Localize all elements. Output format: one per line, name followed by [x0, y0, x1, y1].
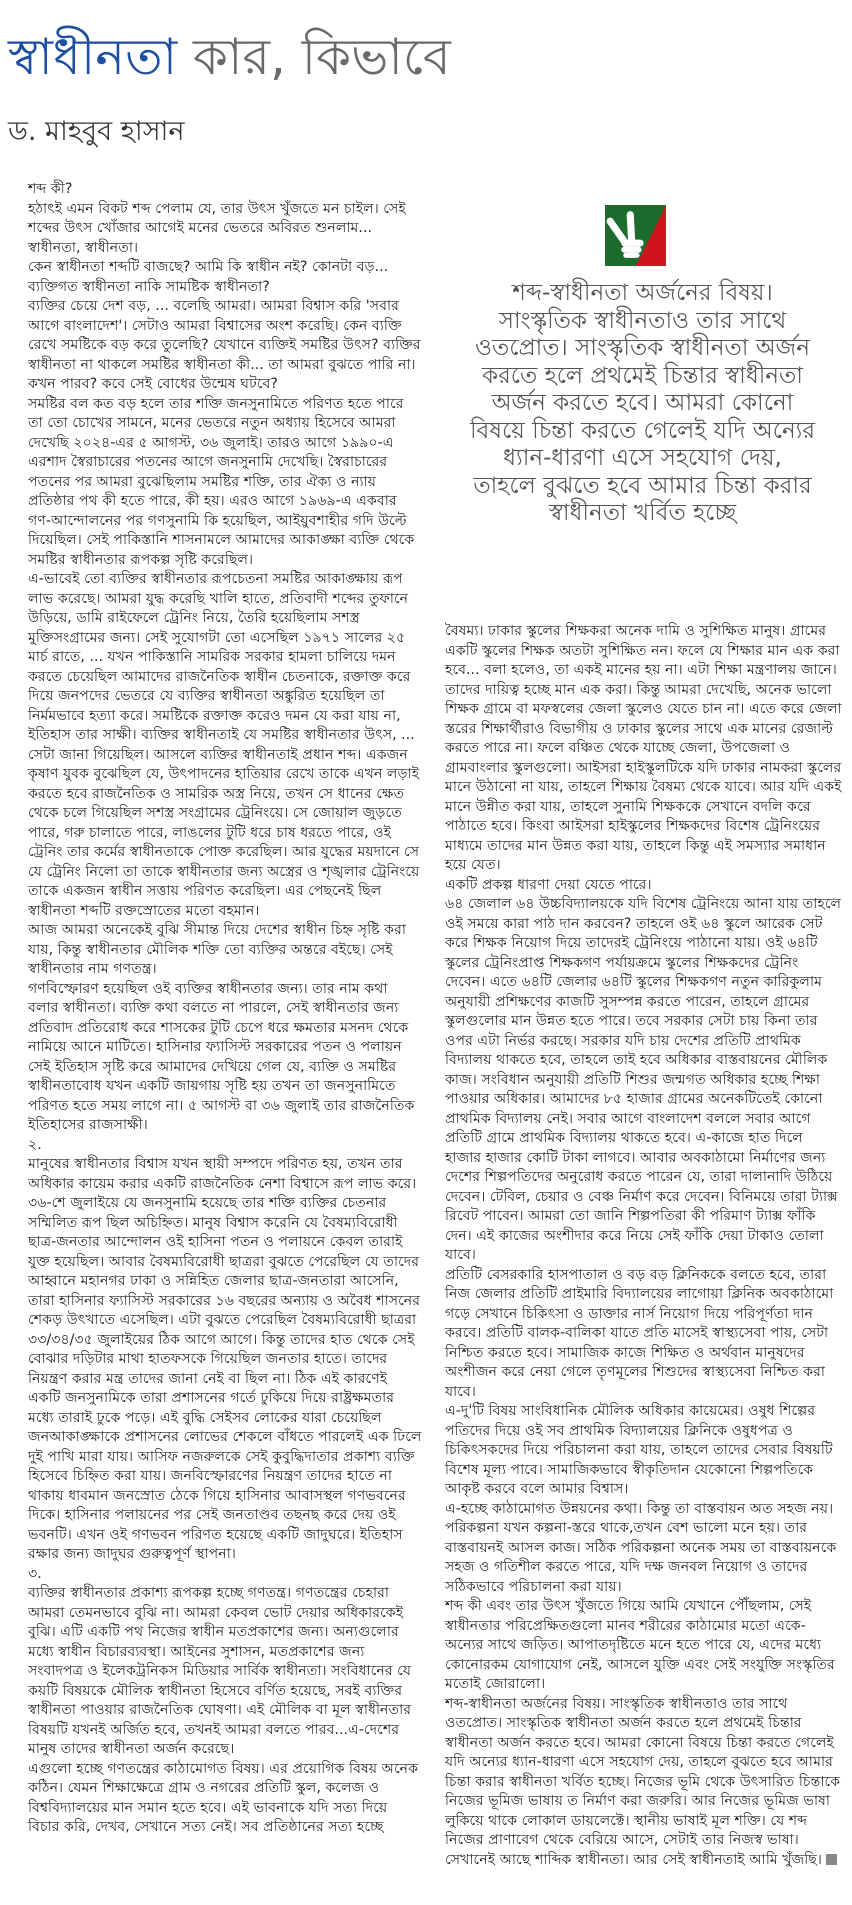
- pull-quote-line: স্বাধীনতা খর্বিত হচ্ছে: [548, 500, 737, 526]
- pull-quote-line: সাংস্কৃতিক স্বাধীনতাও তার সাথে: [498, 307, 787, 334]
- paragraph: এ-ভাবেই তো ব্যক্তির স্বাধীনতার রূপচেতনা সমষ্টির আকাঙ্ক্ষায় রূপ লাভ করেছে। আমরা যুদ্ধ করেছি খালি হাতে, প্রতিবাদী শব্দের তুফানে উড়িয়ে, ডামি রাইফেলে ট্রেনিং নিয়ে, তৈরি হয়েছিলাম সশস্ত্র মুক্তিসংগ্রামের জন্য। সেই সুযোগটা তো এসেছিল ১৯৭১ সালের ২৫ মার্চ রাতে, ... যখন পাকিস্তানি সামরিক সরকার হামলা চালিয়ে দমন করতে চেয়েছিল আমাদের রাজনৈতিক স্বাধীন চেতনাকে, রক্তাক্ত করে দিয়ে জনপদের ভেতরে যে ব্যক্তির স্বাধীনতা অঙ্কুরিত হয়েছিল তা নির্মমভাবে হত্যা করে। সমষ্টিকে রক্তাক্ত করেও দমন যে করা যায় না, ইতিহাস তার সাক্ষী। ব্যক্তির স্বাধীনতাই যে সমষ্টির স্বাধীনতার উৎস, ... সেটা জানা গিয়েছিল। আসলে ব্যক্তির স্বাধীনতাই প্রধান শব্দ। একজন কৃষাণ যুবক বুঝেছিল যে, উৎপাদনের হাতিয়ার রেখে তাকে এখন লড়াই করতে হবে রাজনৈতিক ও সামরিক অস্ত্র নিয়ে, তখন সে ধানের ক্ষেত থেকে চলে গিয়েছিল সশস্ত্র সংগ্রামের ট্রেনিংয়ে। সে জোয়াল জুড়তে পারে, গরু চালাতে পারে, লাঙলের টুটি ধরে চাষ ধরতে পারে, ওই ট্রেনিং তার কর্মের স্বাধীনতাকে পোক্ত করেছিল। আর যুদ্ধের ময়দানে সে যে ট্রেনিং নিলো তা তাকে স্বাধীনতার জন্য অস্ত্রের ও শৃঙ্খলার ট্রেনিংয়ে তাকে একজন স্বাধীন সত্তায় পরিণত করেছিল। এর পেছনেই ছিল স্বাধীনতা শব্দটি রক্তস্রোতের মতো বহমান।: [28, 571, 420, 919]
- pull-quote-line: ওতপ্রোত। সাংস্কৃতিক স্বাধীনতা অর্জন: [475, 335, 810, 361]
- paragraph: এ-দু'টি বিষয় সাংবিধানিক মৌলিক অধিকার কায়েমের। ওষুধ শিল্পের পতিদের দিয়ে ওই সব প্রাথমিক বিদ্যালয়ের ক্লিনিকে ওষুধপত্র ও চিকিৎসকদের দিয়ে পরিচালনা করা যায়, তাহলে তাদের সেবার বিষয়টি বিশেষ মূল্য পাবে। সামাজিকভাবে স্বীকৃতিদান যেকোনো শিল্পপতিকে আকৃষ্ট করবে বলে আমার বিশ্বাস।: [445, 1403, 833, 1497]
- paragraph: প্রতিটি বেসরকারি হাসপাতাল ও বড় বড় ক্লিনিককে বলতে হবে, তারা নিজ জেলার প্রতিটি প্রাইমারি বিদ্যালয়ের লাগোয়া ক্লিনিক অবকাঠামো গড়ে সেখানে চিকিৎসা ও ডাক্তার নার্স নিয়োগ দিয়ে পরিপূর্ণতা দান করবে। প্রতিটি বালক-বালিকা যাতে প্রতি মাসেই স্বাস্থ্যসেবা পায়, সেটা নিশ্চিত করতে হবে। সামাজিক কাজে শিক্ষিত ও অর্থবান মানুষদের অংশীজন করে নেয়া গেলে তৃণমূলের শিশুদের স্বাস্থ্যসেবা নিশ্চিত করা যাবে।: [445, 1266, 834, 1400]
- section-number: ২.: [28, 1136, 42, 1153]
- pull-quote-line: করতে হলে প্রথমেই চিন্তার স্বাধীনতা: [482, 362, 803, 389]
- pull-quote-line: ধ্যান-ধারণা এসে সহযোগ দেয়,: [503, 445, 782, 471]
- end-of-article-square-icon: [826, 1854, 837, 1865]
- paragraph: কেন স্বাধীনতা শব্দটি বাজছে? আমি কি স্বাধীন নই? কোনটা বড়... ব্যক্তিগত স্বাধীনতা নাকি সামষ্টিক স্বাধীনতা?: [28, 259, 389, 295]
- final-paragraph: [445, 1695, 843, 1871]
- paragraph: ৬৪ জেলাল ৬৪ উচ্চবিদ্যালয়কে যদি বিশেষ ট্রেনিংয়ে আনা যায় তাহলে ওই সময়ে কারা পাঠ দান করবেন? তাহলে ওই ৬৪ স্কুলে আরেক সেট করে শিক্ষক নিয়োগ দিয়ে তাদেরই ট্রেনিংয়ে পাঠানো যায়। ওই ৬৪টি স্কুলের ট্রেনিংপ্রাপ্ত শিক্ষকগণ পর্যায়ক্রমে স্কুলের শিক্ষকদের ট্রেনিং দেবেন। এতে ৬৪টি জেলার ৬৪টি স্কুলের শিক্ষকগণ নতুন কারিকুলাম অনুযায়ী প্রশিক্ষণের কাজটি সুসম্পন্ন করতে পারেন, তাহলে গ্রামের স্কুলগুলোর মান উন্নত হতে পারে। তবে সরকার সেটা চায় কিনা তার ওপর এটা নির্ভর করছে। সরকার যদি চায় দেশের প্রতিটি প্রাথমিক বিদ্যালয় থাকতে হবে, তাহলে তাই হবে অধিকার বাস্তবায়নের মৌলিক কাজ। সংবিধান অনুযায়ী প্রতিটি শিশুর জন্মগত অধিকার হচ্ছে শিক্ষা পাওয়ার অধিকার। আমাদের ৮৫ হাজার গ্রামের অনেকটিতেই কোনো প্রাথমিক বিদ্যালয় নেই। সবার আগে বাংলাদেশ বললে সবার আগে প্রতিটি গ্রামে প্রাথমিক বিদ্যালয় থাকতে হবে। এ-কাজে হাত দিলে হাজার হাজার কোটি টাকা লাগবে। আবার অবকাঠামো নির্মাণের জন্য দেশের শিল্পপতিদের অনুরোধ করতে পারেন যে, তারা দালানাদি উঠিয়ে দেবেন। টেবিল, চেয়ার ও বেঞ্চ নির্মাণ করে দেবেন। বিনিময়ে তারা ট্যাক্স রিবেট পাবেন। আমরা তো জানি শিল্পপতিরা কী পরিমাণ ট্যাক্স ফাঁকি দেন। এই কাজের অংশীদার করে নিয়ে সেই ফাঁকি দেয়া টাকাও তোলা যাবে।: [445, 896, 842, 1263]
- paragraph: বৈষম্য। ঢাকার স্কুলের শিক্ষকরা অনেক দামি ও সুশিক্ষিত মানুষ। গ্রামের একটি স্কুলের শিক্ষক অতটা সুশিক্ষিত নন। ফলে যে শিক্ষার মান এক করা হবে... বলা হলেও, তা একই মানের হয় না। এটা শিক্ষা মন্ত্রণালয় জানে। তাদের দায়িত্ব হচ্ছে মান এক করা। কিন্তু আমরা দেখেছি, অনেক ভালো শিক্ষক গ্রামে বা মফস্বলের জেলা স্কুলেও যেতে চান না। এতে করে জেলা স্তরের শিক্ষার্থীরাও বিভাগীয় ও ঢাকার স্কুলের সাথে এক মানের রেজাল্ট করতে পারে না। ফলে বঞ্চিত থেকে যাচ্ছে জেলা, উপজেলা ও গ্রামবাংলার স্কুলগুলো। আইসরা হাইস্কুলটিকে যদি ঢাকার নামকরা স্কুলের মানে উঠানো না যায়, তাহলে শিক্ষায় বৈষম্য থেকে যাবে। আর যদি একই মানে উন্নীত করা যায়, তাহলে সুনামি শিক্ষককে সেখানে বদলি করে পাঠাতে হবে। কিংবা আইসরা হাইস্কুলের শিক্ষকদের বিশেষ ট্রেনিংয়ের মাধ্যমে তাদের মান উন্নত করা যায়, তাহলে কিন্তু এই সমস্যার সমাধান হয়ে যেত।: [445, 623, 842, 873]
- paragraph: গণবিস্ফোরণ হয়েছিল ওই ব্যক্তির স্বাধীনতার জন্য। তার নাম কথা বলার স্বাধীনতা। ব্যক্তি কথা বলতে না পারলে, সেই স্বাধীনতার জন্য প্রতিবাদ প্রতিরোধ করে শাসকের টুটি চেপে ধরে ক্ষমতার মসনদ থেকে নামিয়ে আনে মাটিতে। হাসিনার ফ্যাসিস্ট সরকারের পতন ও পলায়ন সেই ইতিহাস সৃষ্টি করে আমাদের দেখিয়ে গেল যে, ব্যক্তি ও সমষ্টির স্বাধীনতাবোধ যখন একটি জায়গায় সৃষ্টি হয় তখন তা জনসুনামিতে পরিণত হতে সময় লাগে না। ৫ আগস্ট বা ৩৬ জুলাই তার রাজনৈতিক ইতিহাসের রাজসাক্ষী।: [28, 980, 415, 1133]
- paragraph: ব্যক্তির চেয়ে দেশ বড়, ... বলেছি আমরা। আমরা বিশ্বাস করি 'সবার আগে বাংলাদেশ'। সেটাও আমরা বিশ্বাসের অংশ করেছি। কেন ব্যক্তি রেখে সমষ্টিকে বড় করে তুলেছি? যেখানে ব্যক্তিই সমষ্টির উৎস? ব্যক্তির স্বাধীনতা না থাকলে সমষ্টির স্বাধীনতা কী... তা আমরা বুঝতে পারি না। কখন পারব? কবে সেই বোধের উন্মেষ ঘটবে?: [28, 298, 421, 392]
- paragraph: মানুষের স্বাধীনতার বিশ্বাস যখন স্থায়ী সম্পদে পরিণত হয়, তখন তার অধিকার কায়েম করার একটি রাজনৈতিক নেশা বিশ্বাসে রূপ লাভ করে। ৩৬-শে জুলাইয়ে যে জনসুনামি হয়েছে তার শক্তি ব্যক্তির চেতনার সম্মিলিত রূপ ছিল অচিহ্নিত। মানুষ বিশ্বাস করেনি যে বৈষম্যবিরোধী ছাত্র-জনতার আন্দোলন ওই হাসিনা পতন ও পলায়নে কেবল তারাই যুক্ত হয়েছিল। আবার বৈষম্যবিরোধী ছাত্ররা বুঝতে পেরেছিল যে তাদের আহ্বানে মহানগর ঢাকা ও সন্নিহিত জেলার ছাত্র-জনতারা আসেনি, তারা হাসিনার ফ্যাসিস্ট সরকারের ১৬ বছরের অন্যায় ও অবৈধ শাসনের শেকড় উৎখাতে এসেছিল। এটা বুঝতে পেরেছিল বৈষম্যবিরোধী ছাত্ররা ৩৩/৩৪/৩৫ জুলাইয়ের ঠিক আগে আগে। কিন্তু তাদের হাত থেকে সেই বোঝার দড়িটার মাথা হাতফসকে গিয়েছিল জনতার হাতে। তাদের নিয়ন্ত্রণ করার মন্ত্র তাদের জানা নেই বা ছিল না। ঠিক এই কারণেই একটি জনসুনামিকে তারা প্রশাসনের গর্তে ঢুকিয়ে দিয়ে রাষ্ট্রক্ষমতার মধ্যে তারাই ঢুকে পড়ে। এই বুদ্ধি সেইসব লোকের যারা চেয়েছিল জনআকাঙ্ক্ষাকে প্রশাসনের লোভের শেকলে বাঁধতে পারলেই এক ঢিলে দুই পাখি মারা যায়। আসিফ নজরুলকে সেই কুবুদ্ধিদাতার প্রকাশ্য ব্যক্তি হিসেবে চিহ্নিত করা যায়। জনবিস্ফোরণের নিয়ন্ত্রণ তাদের হাতে না থাকায় ধাবমান জনস্রোত ঠেকে গিয়ে হাসিনার আবাসস্থল গণভবনের দিকে। হাসিনার পলায়নের পর সেই জনতাণ্ডব তছনছ করে দেয় ওই ভবনটি। এখন ওই গণভবন পরিণত হয়েছে একটি জাদুঘরে। ইতিহাস রক্ষার জন্য জাদুঘর গুরুত্বপূর্ণ স্থাপনা।: [28, 1156, 422, 1562]
- v-sign-hand-logo-icon: [605, 205, 666, 266]
- pull-quote-line: তাহলে বুঝতে হবে আমার চিন্তা করার: [473, 472, 812, 499]
- paragraph: একটি প্রকল্প ধারণা দেয়া যেতে পারে।: [445, 876, 652, 893]
- paragraph: এগুলো হচ্ছে গণতন্ত্রের কাঠামোগত বিষয়। এর প্রয়োগিক বিষয় অনেক কঠিন। যেমন শিক্ষাক্ষেত্রে গ্রাম ও নগরের প্রতিটি স্কুল, কলেজ ও বিশ্ববিদ্যালয়ের মান সমান হতে হবে। এই ভাবনাকে যদি সত্য দিয়ে বিচার করি, দেখব, সেখানে সত্য নেই। সব প্রতিষ্ঠানের সত্য হচ্ছে: [28, 1760, 419, 1835]
- headline-rest: কার, কিভাবে: [193, 28, 451, 86]
- paragraph: আজ আমরা অনেকেই বুঝি সীমান্ত দিয়ে দেশের স্বাধীন চিহ্ন সৃষ্টি করা যায়, কিন্তু স্বাধীনতার মৌলিক শক্তি তো ব্যক্তির অন্তরে বইছে। সেই স্বাধীনতার নাম গণতন্ত্র।: [28, 922, 406, 977]
- paragraph-text: শব্দ-স্বাধীনতা অর্জনের বিষয়। সাংস্কৃতিক স্বাধীনতাও তার সাথে ওতপ্রোত। সাংস্কৃতিক স্বাধীনতা অর্জন করতে হলে প্রথমেই চিন্তার স্বাধীনতা অর্জন করতে হবে। আমরা কোনো বিষয়ে চিন্তা করতে গেলেই যদি অন্যের ধ্যান-ধারণা এসে সহযোগ দেয়, তাহলে বুঝতে হবে আমার চিন্তা করার স্বাধীনতা খর্বিত হচ্ছে। নিজের ভূমি থেকে উৎসারিত চিন্তাকে নিজের ভূমিজ ভাষায় ত নির্মাণ করা জরুরি। আর নিজের ভূমিজ ভাষা লুকিয়ে থাকে লোকাল ডায়লেক্টে। স্থানীয় ভাষাই মূল শক্তি। যে শব্দ নিজের প্রাণাবেগ থেকে বেরিয়ে আসে, সেটাই তার নিজস্ব ভাষা। সেখানেই আছে শাব্দিক স্বাধীনতা। আর সেই স্বাধীনতাই আমি খুঁজছি।: [445, 1695, 841, 1868]
- paragraph: এ-হচ্ছে কাঠামোগত উন্নয়নের কথা। কিন্তু তা বাস্তবায়ন অত সহজ নয়। পরিকল্পনা যখন কল্পনা-স্তরে থাকে,তখন বেশ ভালো মনে হয়। তার বাস্তবায়নই আসল কাজ। সঠিক পরিকল্পনা অনেক সময় তা বাস্তবায়নকে সহজ ও গতিশীল করতে পারে, যদি দক্ষ জনবল নিয়োগ ও তাদের সঠিকভাবে পরিচালনা করা যায়।: [445, 1500, 837, 1595]
- paragraph: শব্দ কী?: [28, 181, 73, 197]
- paragraph: ব্যক্তির স্বাধীনতার প্রকাশ্য রূপকল্প হচ্ছে গণতন্ত্র। গণতন্ত্রের চেহারা আমরা তেমনভাবে বুঝি না। আমরা কেবল ভোট দেয়ার অধিকারকেই বুঝি। এটি একটি পথ নিজের স্বাধীন মতপ্রকাশের জন্য। অন্যগুলোর মধ্যে স্বাধীন বিচারব্যবস্থা। আইনের সুশাসন, মতপ্রকাশের জন্য সংবাদপত্র ও ইলেকট্রনিকস মিডিয়ার সার্বিক স্বাধীনতা। সংবিধানের যে কয়টি বিষয়কে মৌলিক স্বাধীনতা হিসেবে বর্ণিত হয়েছে, সবই ব্যক্তির স্বাধীনতা পাওয়ার রাজনৈতিক ঘোষণা। এই মৌলিক বা মূল স্বাধীনতার বিষয়টি যখনই অর্জিত হবে, তখনই আমরা বলতে পারব...এ-দেশের মানুষ তাদের স্বাধীনতা অর্জন করেছে।: [28, 1585, 412, 1757]
- article-left-column: [28, 180, 422, 1838]
- headline: [8, 22, 451, 92]
- section-number: ৩.: [28, 1565, 42, 1582]
- pull-quote-line: শব্দ-স্বাধীনতা অর্জনের বিষয়।: [512, 280, 773, 306]
- pull-quote: [440, 280, 845, 528]
- paragraph: সমষ্টির বল কত বড় হলে তার শক্তি জনসুনামিতে পরিণত হতে পারে তা তো চোখের সামনে, মনের ভেতরে নতুন অধ্যায় হিসেবে আমরা দেখেছি ২০২৪-এর ৫ আগস্ট, ৩৬ জুলাই। তারও আগে ১৯৯০-এ এরশাদ স্বৈরাচারের পতনের আগে জনসুনামি দেখেছি। স্বৈরাচারের পতনের পর আমরা বুঝেছিলাম সমষ্টির শক্তি, তার ঐক্য ও ন্যায় প্রতিষ্ঠার পথ কী হতে পারে, কী হয়। এরও আগে ১৯৬৯-এ একবার গণ-আন্দোলনের পর গণসুনামি কি হয়েছিল, আইয়ুবশাহীর গদি উল্টে দিয়েছিল। সেই পাকিস্তানি শাসনামলে আমাদের আকাঙ্ক্ষা ব্যক্তি থেকে সমষ্টির স্বাধীনতার রূপকল্প সৃষ্টি করেছিল।: [28, 395, 415, 568]
- paragraph: শব্দ কী এবং তার উৎস খুঁজতে গিয়ে আমি যেখানে পৌঁছলাম, সেই স্বাধীনতার পরিপ্রেক্ষিতগুলো মানব শরীরের কাঠামোর মতো একে-অন্যের সাথে জড়িত। আপাতদৃষ্টিতে মনে হতে পারে যে, এদের মধ্যে কোনোরকম যোগাযোগ নেই, আসলে যুক্তি এবং সেই সংযুক্তি সংস্কৃতির মতোই জোরালো।: [445, 1598, 835, 1692]
- article-right-column: [445, 622, 843, 1870]
- pull-quote-line: অর্জন করতে হবে। আমরা কোনো: [491, 390, 794, 416]
- paragraph: হঠাৎই এমন বিকট শব্দ পেলাম যে, তার উৎস খুঁজতে মন চাইল। সেই শব্দের উৎস খোঁজার আগেই মনের ভেতরে অবিরত শুনলাম... স্বাধীনতা, স্বাধীনতা।: [28, 200, 406, 256]
- pull-quote-line: বিষয়ে চিন্তা করতে গেলেই যদি অন্যের: [469, 417, 816, 444]
- author-byline: ড. মাহবুব হাসান: [8, 116, 185, 147]
- headline-highlight: স্বাধীনতা: [8, 28, 178, 86]
